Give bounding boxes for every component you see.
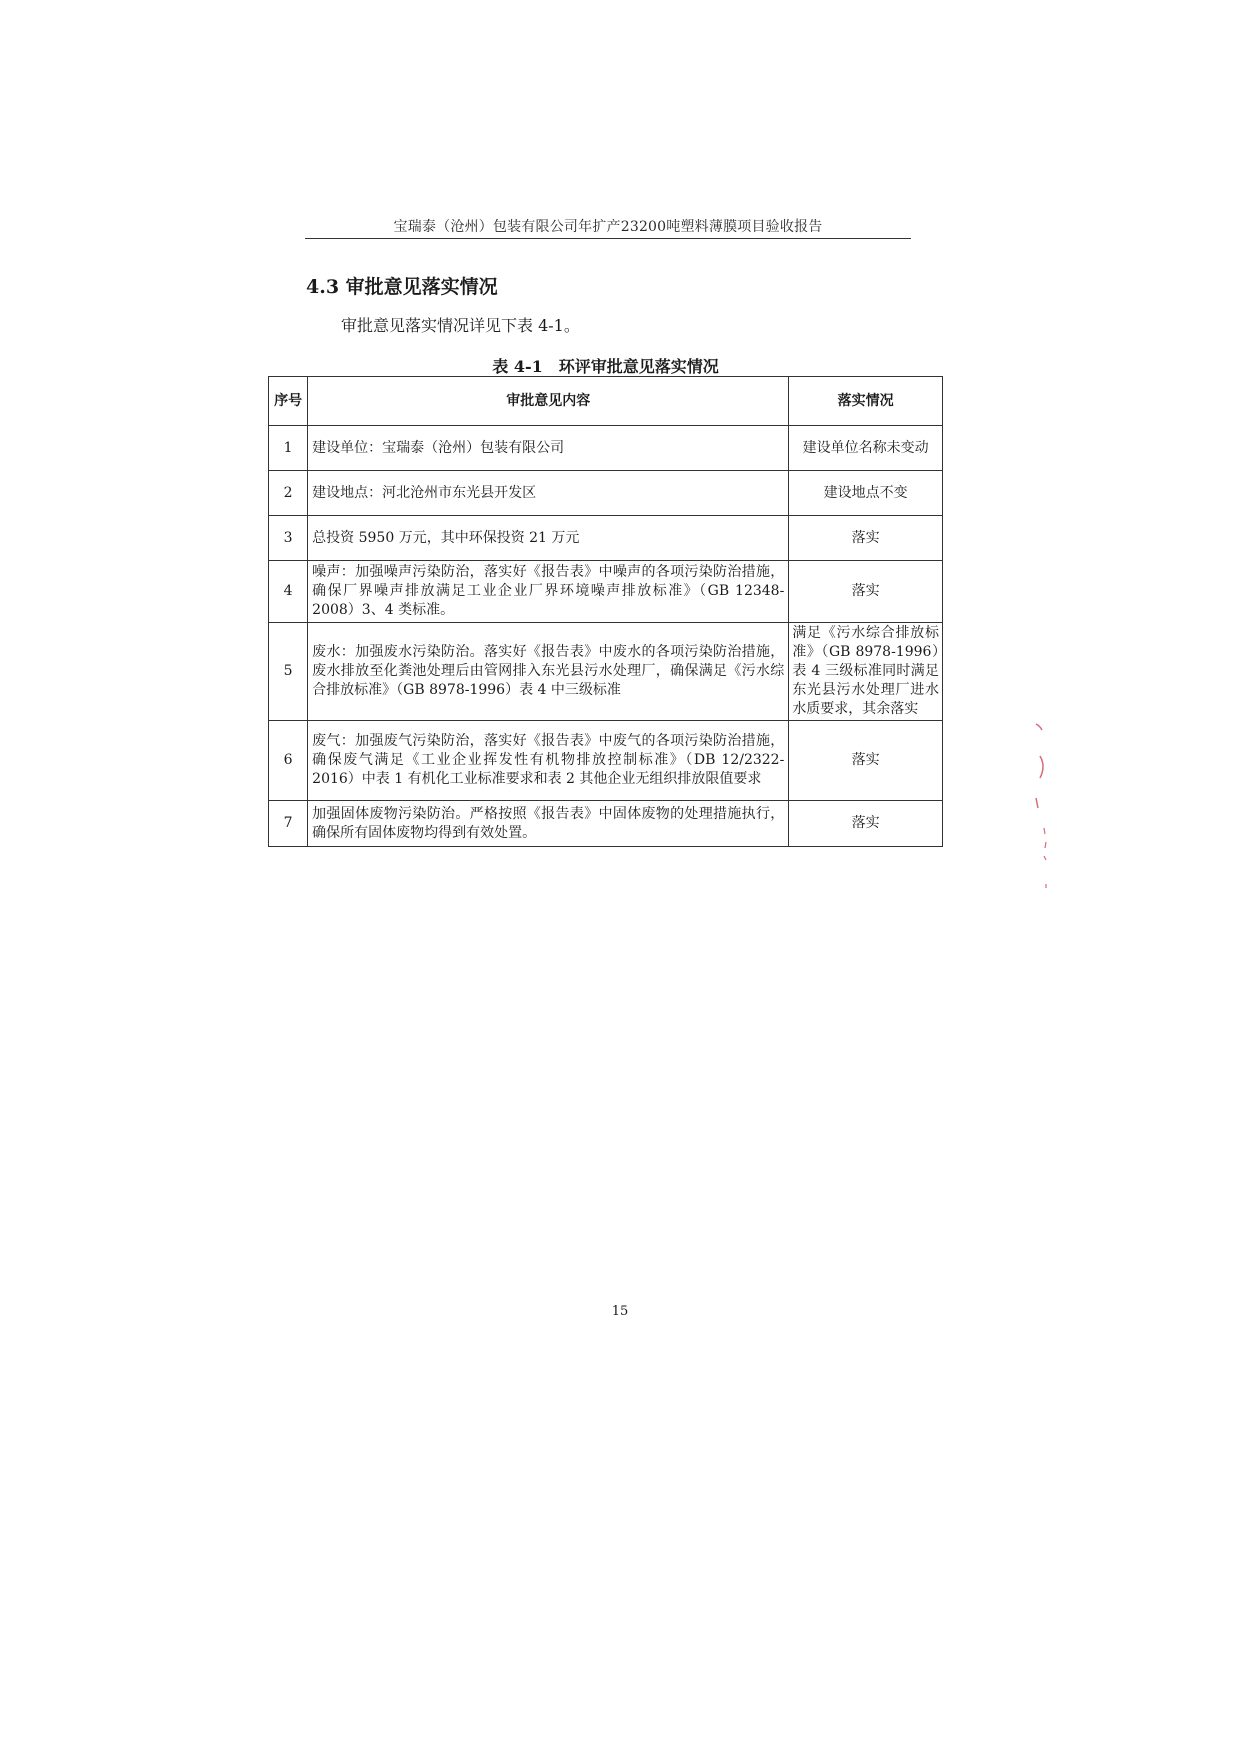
seal-stamp-fragment [1030, 718, 1060, 898]
row-status: 落实 [789, 516, 943, 561]
table-row [269, 516, 943, 561]
row-status: 满足《污水综合排放标准》（GB 8978-1996）表 4 三级标准同时满足东光县污水处理厂进水水质要求，其余落实 [789, 623, 943, 721]
row-content: 建设地点：河北沧州市东光县开发区 [308, 471, 789, 516]
row-no: 6 [269, 721, 308, 801]
row-status: 建设单位名称未变动 [789, 426, 943, 471]
table-row [269, 471, 943, 516]
row-content: 建设单位：宝瑞泰（沧州）包装有限公司 [308, 426, 789, 471]
row-status: 落实 [789, 561, 943, 623]
table-row [269, 623, 943, 721]
approval-table [268, 376, 943, 847]
header-status: 落实情况 [789, 377, 943, 426]
table-caption: 表 4-1 环评审批意见落实情况 [492, 357, 719, 376]
table-row [269, 561, 943, 623]
row-no: 2 [269, 471, 308, 516]
row-no: 5 [269, 623, 308, 721]
header-rule [305, 238, 911, 239]
row-content: 加强固体废物污染防治。严格按照《报告表》中固体废物的处理措施执行，确保所有固体废物均得到有效处置。 [308, 801, 789, 847]
row-content: 废水：加强废水污染防治。落实好《报告表》中废水的各项污染防治措施，废水排放至化粪池处理后由管网排入东光县污水处理厂，确保满足《污水综合排放标准》（GB 8978-1996）表 4 中三级标准 [308, 623, 789, 721]
row-status: 落实 [789, 801, 943, 847]
row-content: 废气：加强废气污染防治，落实好《报告表》中废气的各项污染防治措施，确保废气满足《工业企业挥发性有机物排放控制标准》（DB 12/2322-2016）中表 1 有机化工业标准要求和表 2 其他企业无组织排放限值要求 [308, 721, 789, 801]
page-number: 15 [611, 1304, 629, 1319]
table-row [269, 721, 943, 801]
row-content: 噪声：加强噪声污染防治，落实好《报告表》中噪声的各项污染防治措施，确保厂界噪声排放满足工业企业厂界环境噪声排放标准》（GB 12348-2008）3、4 类标准。 [308, 561, 789, 623]
row-content: 总投资 5950 万元，其中环保投资 21 万元 [308, 516, 789, 561]
table-header-row [269, 377, 943, 426]
row-no: 3 [269, 516, 308, 561]
section-heading: 4.3 审批意见落实情况 [306, 276, 498, 298]
document-header: 宝瑞泰（沧州）包装有限公司年扩产23200吨塑料薄膜项目验收报告 [393, 219, 823, 235]
row-no: 7 [269, 801, 308, 847]
row-status: 建设地点不变 [789, 471, 943, 516]
row-status: 落实 [789, 721, 943, 801]
row-no: 4 [269, 561, 308, 623]
header-no: 序号 [269, 377, 308, 426]
table-row [269, 801, 943, 847]
section-intro: 审批意见落实情况详见下表 4-1。 [341, 316, 580, 335]
header-content: 审批意见内容 [308, 377, 789, 426]
table-row [269, 426, 943, 471]
row-no: 1 [269, 426, 308, 471]
